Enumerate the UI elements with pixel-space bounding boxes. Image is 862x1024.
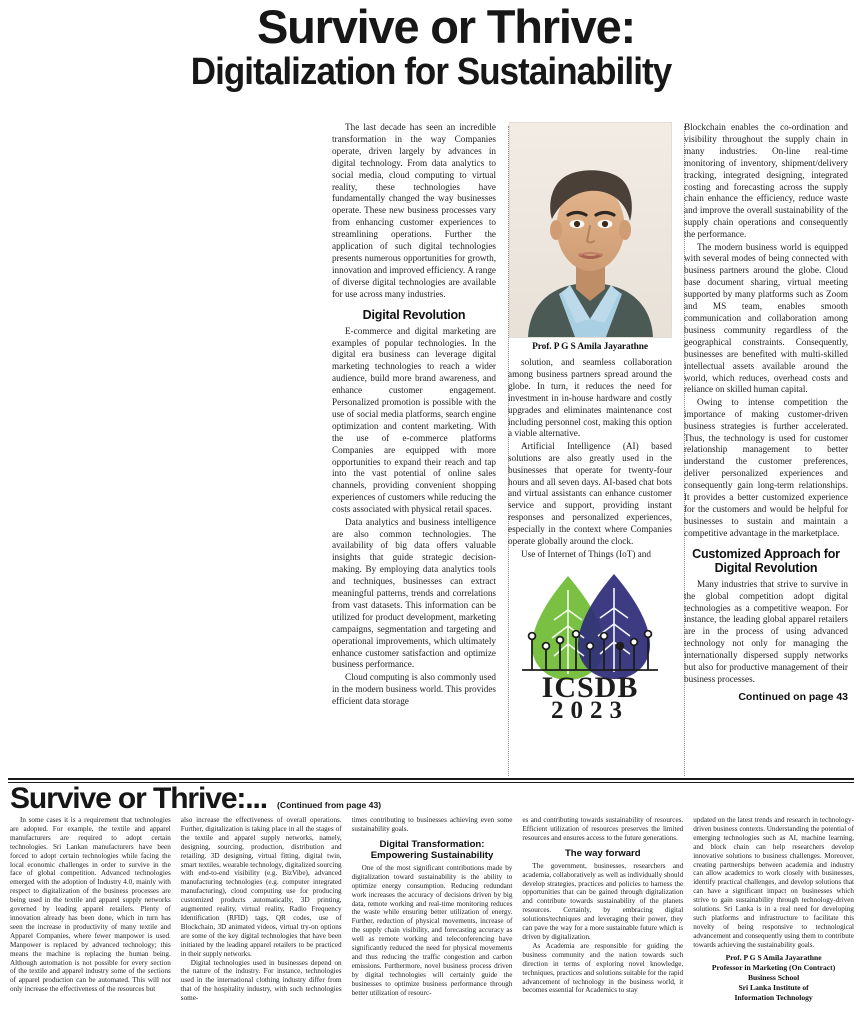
author-name: Prof. P G S Amila Jayarathne xyxy=(725,952,822,962)
continued-on-note: Continued on page 43 xyxy=(738,690,848,703)
section-heading-way-forward: The way forward xyxy=(564,847,641,859)
section-heading-digital-revolution: Digital Revolution xyxy=(362,307,466,322)
author-institution-line1: Sri Lanka Institute of xyxy=(738,982,809,992)
bottom-column-2 xyxy=(181,816,342,1003)
paragraph: As Academia are responsible for guiding the business community and the nation towards such direction in terms of exploring novel knowledge, techniques, practices and solutions suitable for the rapid advancement of technology in the business world, it becomes essential for Academics to stay xyxy=(522,941,684,995)
author-institution-line2: Information Technology xyxy=(734,992,813,1002)
author-photo xyxy=(509,122,672,338)
author-department: Business School xyxy=(747,972,800,982)
paragraph: Cloud computing is also commonly used in the modern business world. This provides efficient data storage xyxy=(332,671,496,706)
portrait-illustration xyxy=(510,123,671,337)
paragraph: Many industries that strive to survive in the global competition adopt digital technologies as a competitive weapon. For instance, the leading global apparel retailers are in the process of using advanced technology not only for managing the internationally dispersed supply networks but also for productive management of their business processes. xyxy=(684,578,848,684)
author-title: Professor in Marketing (On Contract) xyxy=(711,962,836,972)
bottom-column-5 xyxy=(693,816,854,1003)
paragraph: Blockchain enables the co-ordination and visibility throughout the supply chain in many industries. On-line real-time monitoring of inventory, shipment/delivery tracking, integrated designing, integrated costing and forecasting across the supply chain enhance the efficiency, reduce waste and improve the overall sustainability of the supply chain operations and consequently the performance. xyxy=(684,122,848,240)
paragraph: The last decade has seen an incredible transformation in the way Companies operate, driven largely by advances in digital technology. From data analytics to social media, cloud computing to virtual reality, these technologies have fundamentally changed the way businesses operate. These new business processes vary from enhancing customer experiences to streamlining operations. Further the application of such digital technologies presents numerous opportunities for growth, innovation and improved efficiency. A range of diverse digital technologies are available for use across many industries. xyxy=(332,122,496,299)
top-column-3 xyxy=(684,122,848,727)
paragraph: Owing to intense competition the importance of making customer-driven business strategies is further accelerated. Thus, the technology is used for customer relationship management to better understand the customer preferences, deliver personalized experiences and consequently gain long-term relationships. It provides a better customized experience for the customers and would be helpful for businesses to sustain and maintain a competitive advantage in the marketplace. xyxy=(684,396,848,538)
author-photo-block xyxy=(509,122,672,352)
paragraph: E-commerce and digital marketing are examples of popular technologies. In the digital era business can leverage digital marketing technologies to reach a wider audience, build more brand awareness, and enhance customer engagement. Personalized promotion is possible with the use of social media platforms, search engine optimization and content marketing. With the use of e-commerce platforms Companies are equipped with more opportunities to expand their reach and tap into the vast potential of online sales channels, providing convenient shopping experiences of customers while reducing the costs associated with physical retail spaces. xyxy=(332,325,496,515)
bottom-article-columns xyxy=(10,816,854,1003)
section-heading-customized-approach: Customized Approach for Digital Revolution xyxy=(692,546,840,575)
headline-primary: Survive or Thrive: xyxy=(256,0,636,53)
top-column-1 xyxy=(332,122,496,727)
paragraph: es and contributing towards sustainability of resources. Efficient utilization of resources preserves the limited resources and ensures access to the future generations. xyxy=(522,816,684,842)
icsdb-acronym: ICSDB xyxy=(541,671,639,705)
top-column-2 xyxy=(508,122,672,727)
bottom-article xyxy=(0,784,862,1024)
masthead xyxy=(0,0,862,93)
paragraph: Digital technologies used in businesses depend on the nature of the industry. For instance, technologies used in the international clothing industry differ from that of the hospitality industry, with such technologies some- xyxy=(180,958,342,1003)
section-heading-digital-transformation: Digital Transformation: Empowering Sustainability xyxy=(370,838,494,861)
paragraph: In some cases it is a requirement that technologies are adopted. For example, the textile and apparel manufacturers are required to adopt certain technologies. Sri Lankan manufacturers have been forced to adopt certain technologies while facing the local economic challenges in order to survive in the face of global competition. Advanced technologies emerged with the adoption of Industry 4.0, mainly with respect to digitalization of the business processes are being used in the textile and apparel supply networks governed by leading apparel retailers. Plenty of innovation already has been done, which in turn has seen the increase in productivity of many textile and Apparel Companies, where fewer manpower is used. Manpower is replaced by advanced technology; this means the machine is replacing the human being. Although automation is not possible for every section of the textile and apparel industry some of the sections of apparel production can be automated. This will not only increase the effectiveness of the resources but xyxy=(10,816,171,994)
continued-from-note: (Continued from page 43) xyxy=(277,800,382,810)
author-signature xyxy=(693,953,854,1003)
section-divider-top xyxy=(8,778,854,780)
icsdb-year: 2023 xyxy=(551,697,629,719)
paragraph: The government, businesses, researchers and academia, collaboratively as well as individually should develop strategies, practices and policies to harness the opportunities that can be gained through digitalization and contribute towards sustainability of the planets resources. Certainly, by embracing digital solutions/techniques and leveraging their power, they can pave the way for a more sustainable future which is driven by digitalization. xyxy=(522,861,684,941)
top-article-columns xyxy=(332,122,852,727)
jump-headline: Survive or Thrive:... xyxy=(10,782,267,815)
photo-caption: Prof. P G S Amila Jayarathne xyxy=(532,342,648,352)
headline-secondary: Digitalization for Sustainability xyxy=(190,51,672,94)
icsdb-logo-graphic xyxy=(510,566,670,718)
paragraph: times contributing to businesses achieving even some sustainability goals. xyxy=(351,816,513,833)
paragraph: Use of Internet of Things (IoT) and xyxy=(521,548,651,559)
paragraph: updated on the latest trends and research in technology-driven business contexts. Understanding the potential of emerging technologies such as AI, machine learning, and block chain can help researchers develop innovative solutions to business challenges. Moreover, creating partnerships between academia and industry can allow academics to work closely with businesses, identify practical challenges, and develop solutions that can have a significant impact on businesses which strive to gain sustainability through technology-driven solutions. Sri Lanka is in a real need for developing such platforms and infrastructure to facilitate this novelty of being responsive to technological advancement and consequently using them to contribute towards achieving the sustainability goals. xyxy=(693,816,854,949)
paragraph: Artificial Intelligence (AI) based solutions are also greatly used in the businesses that operate for twenty-four hours and all seven days. AI-based chat bots and virtual assistants can enhance customer service and support, providing instant responses and personalized experiences, especially in the context where Companies operate globally around the clock. xyxy=(508,440,672,547)
bottom-column-1 xyxy=(10,816,171,1003)
paragraph: Data analytics and business intelligence are also common technologies. The availability of big data offers valuable insights that guide strategic decision-making. By employing data analytics tools and techniques, businesses can extract meaningful patterns, trends and correlations from vast datasets. This information can be utilized for product development, marketing campaigns, segmentation and targeting and operational improvements, which ultimately enhance customer satisfaction and optimize business performance. xyxy=(332,516,496,670)
bottom-column-3 xyxy=(352,816,513,1003)
paragraph: also increase the effectiveness of overall operations. Further, digitalization is taking place in all the stages of the textile and apparel supply networks, namely, designing, sourcing, production, distribution and retailing. 3D designing, virtual fitting, digital twin, smart textiles, wearable technology, digitalized sourcing with end-to-end visibility (e.g. BizVibe), advanced manufacturing technologies (e.g. computer integrated manufacturing), cloud computing use for producing customized products automatically, 3D printing, augmented reality, virtual reality, Radio Frequency Identification (RFID) tags, QR codes, use of Blockchain, 3D animated videos, virtual try-on options are some of the key digital technologies that have been initiated by the leading apparel retailers to be practiced in their supply networks. xyxy=(180,816,342,958)
paragraph: One of the most significant contributions made by digitalization toward sustainability is the ability to optimize energy consumption. Reducing redundant work increases the accuracy of decisions driven by big data, remote working and real-time monitoring reduces the waste while ensuring better utilization of energy. Further, reduction of physical movements, increase of the supply chain visibility, and forecasting accuracy as well as remote working and teleconferencing have significantly reduced the need for physical movements and thus reducing the traffic congestion and carbon emissions. Furthermore, novel business process driven by digital technologies will certainly guide the businesses to optimize business performance through better utilization of resourc- xyxy=(351,863,513,997)
paragraph: solution, and seamless collaboration among business partners spread around the globe. In turn, it reduces the need for investment in in-house hardware and costly upgrades and eliminates maintenance cost including personnel cost, making this option a viable alternative. xyxy=(508,357,672,439)
bottom-column-4 xyxy=(522,816,683,1003)
icsdb-logo xyxy=(508,566,672,723)
paragraph: The modern business world is equipped with several modes of being connected with business partners around the globe. Cloud base document sharing, virtual meeting supported by many platforms such as Zoom and MS team, enables smooth communication and collaboration among business community regardless of the geographical constraints. Consequently, businesses are benefited with multi-skilled intellectual assets available around the world, which reduces, overhead costs and reliance on skilled human capital. xyxy=(684,241,848,395)
jump-headline-row xyxy=(0,784,862,814)
